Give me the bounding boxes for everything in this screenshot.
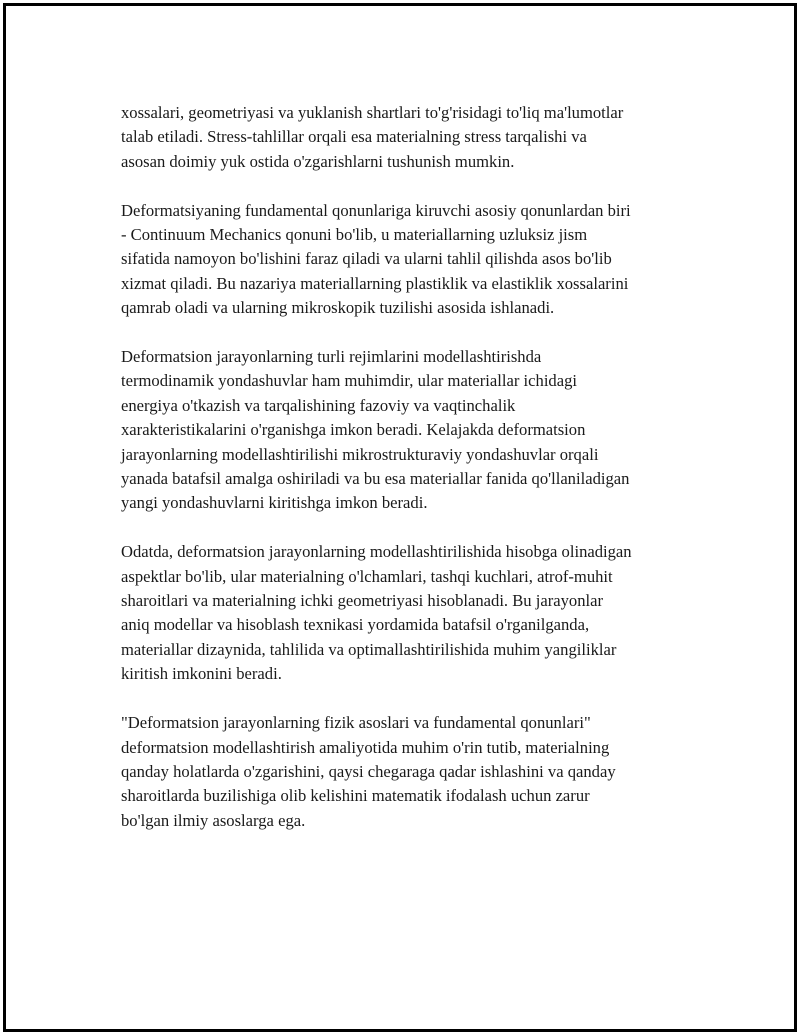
page-frame [3,3,797,1032]
text-line: sharoitlarda buzilishiga olib kelishini matematik ifodalash uchun zarur [121,786,590,806]
text-line: energiya o'tkazish va tarqalishining fazoviy va vaqtinchalik [121,395,516,415]
text-line: termodinamik yondashuvlar ham muhimdir, ular materiallar ichidagi [121,371,577,391]
text-line: jarayonlarning modellashtirilishi mikrostrukturaviy yondashuvlar orqali [121,444,599,464]
text-line: Deformatsiyaning fundamental qonunlariga kiruvchi asosiy qonunlardan biri [121,200,631,220]
paragraph-1 [121,101,681,174]
text-line: deformatsion modellashtirish amaliyotida muhim o'rin tutib, materialning [121,737,610,757]
text-line: xossalari, geometriyasi va yuklanish shartlari to'g'risidagi to'liq ma'lumotlar [121,103,624,122]
paragraph-3 [121,345,681,516]
text-line: yanada batafsil amalga oshiriladi va bu esa materiallar fanida qo'llaniladigan [121,469,630,489]
text-line: sifatida namoyon bo'lishini faraz qiladi va ularni tahlil qilishda asos bo'lib [121,249,612,269]
paragraph-4 [121,540,681,686]
text-line: xarakteristikalarini o'rganishga imkon beradi. Kelajakda deformatsion [121,420,586,440]
text-line: qamrab oladi va ularning mikroskopik tuzilishi asosida ishlanadi. [121,298,555,318]
text-line: materiallar dizaynida, tahlilida va optimallashtirilishida muhim yangiliklar [121,639,617,659]
text-line: sharoitlari va materialning ichki geometriyasi hisoblanadi. Bu jarayonlar [121,591,603,611]
text-line: qanday holatlarda o'zgarishini, qaysi chegaraga qadar ishlashini va qanday [121,761,616,781]
text-line: aspektlar bo'lib, ular materialning o'lchamlari, tashqi kuchlari, atrof-muhit [121,566,613,586]
document-body [121,101,681,858]
text-line: kiritish imkonini beradi. [121,664,282,684]
paragraph-2 [121,199,681,321]
text-line: xizmat qiladi. Bu nazariya materiallarning plastiklik va elastiklik xossalarini [121,273,629,293]
text-line: asosan doimiy yuk ostida o'zgarishlarni tushunish mumkin. [121,151,515,171]
text-line: aniq modellar va hisoblash texnikasi yordamida batafsil o'rganilganda, [121,615,590,635]
text-line: Deformatsion jarayonlarning turli rejimlarini modellashtirishda [121,347,542,367]
text-line: bo'lgan ilmiy asoslarga ega. [121,810,306,830]
text-line: - Continuum Mechanics qonuni bo'lib, u materiallarning uzluksiz jism [121,225,588,245]
text-line: talab etiladi. Stress-tahlillar orqali esa materialning stress tarqalishi va [121,127,587,147]
text-line: Odatda, deformatsion jarayonlarning modellashtirilishida hisobga olinadigan [121,542,632,562]
paragraph-5 [121,711,681,833]
text-line: yangi yondashuvlarni kiritishga imkon beradi. [121,493,428,513]
text-line: "Deformatsion jarayonlarning fizik asoslari va fundamental qonunlari" [121,713,591,733]
